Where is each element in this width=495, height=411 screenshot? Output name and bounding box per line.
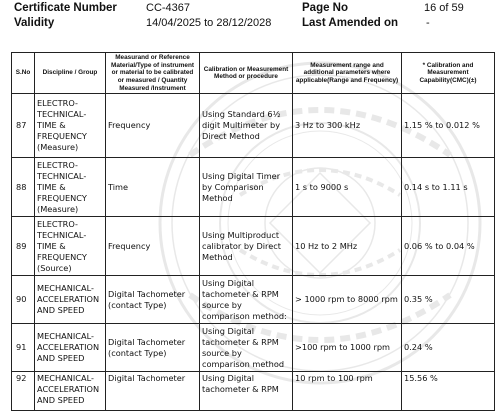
cell-cmc: 0.06 % to 0.04 % [402,217,495,276]
cell-measurand: Frequency [106,217,200,276]
cell-measurand: Digital Tachometer (contact Type) [106,276,200,324]
cell-discipline: ELECTRO-TECHNICAL-TIME & FREQUENCY (Measure) [35,94,106,158]
cell-discipline: MECHANICAL-ACCELERATION AND SPEED [35,372,106,411]
validity-value: 14/04/2025 to 28/12/2028 [146,17,272,29]
cell-method: Using Digital tachometer & RPM source by comparison method: [200,276,293,324]
cell-discipline: MECHANICAL-ACCELERATION AND SPEED [35,324,106,372]
table-header-row [12,53,495,94]
cell-method: Using Digital Timer by Comparison Method [200,158,293,217]
cell-range: 10 rpm to 100 rpm [293,372,402,411]
col-header-measurand: Measurand or Reference Material/Type of instrument or material to be calibrated or measured / Quantity Measured /Instrument [106,53,200,94]
last-amended-value: - [426,17,430,29]
cell-range: 1 s to 9000 s [293,158,402,217]
page-number-value: 16 of 59 [424,2,464,14]
cell-discipline: MECHANICAL-ACCELERATION AND SPEED [35,276,106,324]
cell-cmc: 0.24 % [402,324,495,372]
table-row [12,372,495,411]
cell-cmc: 0.14 s to 1.11 s [402,158,495,217]
cell-sno: 88 [12,158,35,217]
cell-range: 10 Hz to 2 MHz [293,217,402,276]
certificate-number-value: CC-4367 [146,2,191,14]
cell-range: 3 Hz to 300 kHz [293,94,402,158]
cell-range: > 1000 rpm to 8000 rpm [293,276,402,324]
validity-label: Validity [14,17,55,29]
col-header-cmc: * Calibration and Measurement Capability(CMC)(±) [402,53,495,94]
cell-cmc: 0.35 % [402,276,495,324]
cell-measurand: Digital Tachometer (contact Type) [106,324,200,372]
cell-method: Using Digital tachometer & RPM [200,372,293,411]
table-row [12,94,495,158]
col-header-sno: S.No [12,53,35,94]
certificate-number-label: Certificate Number [14,2,117,14]
table-row [12,217,495,276]
cell-sno: 87 [12,94,35,158]
col-header-discipline: Discipline / Group [35,53,106,94]
cell-method: Using Digital tachometer & RPM source by comparison method [200,324,293,372]
cell-discipline: ELECTRO-TECHNICAL-TIME & FREQUENCY (Source) [35,217,106,276]
table-row [12,158,495,217]
cell-cmc: 1.15 % to 0.012 % [402,94,495,158]
cell-method: Using Multiproduct calibrator by Direct Method [200,217,293,276]
cell-measurand: Digital Tachometer [106,372,200,411]
cell-discipline: ELECTRO-TECHNICAL-TIME & FREQUENCY (Measure) [35,158,106,217]
certificate-header [0,0,495,34]
cell-measurand: Time [106,158,200,217]
col-header-range: Measurement range and additional parameters where applicable(Range and Frequency) [293,53,402,94]
cell-sno: 92 [12,372,35,411]
cell-sno: 91 [12,324,35,372]
last-amended-label: Last Amended on [302,17,399,29]
table-row [12,324,495,372]
col-header-method: Calibration or Measurement Method or procedure [200,53,293,94]
cell-cmc: 15.56 % [402,372,495,411]
cell-sno: 90 [12,276,35,324]
cell-measurand: Frequency [106,94,200,158]
page-number-label: Page No [302,2,349,14]
cell-sno: 89 [12,217,35,276]
cell-range: >100 rpm to 1000 rpm [293,324,402,372]
scope-table [11,52,495,411]
cell-method: Using Standard 6½ digit Multimeter by Direct Method [200,94,293,158]
table-row [12,276,495,324]
